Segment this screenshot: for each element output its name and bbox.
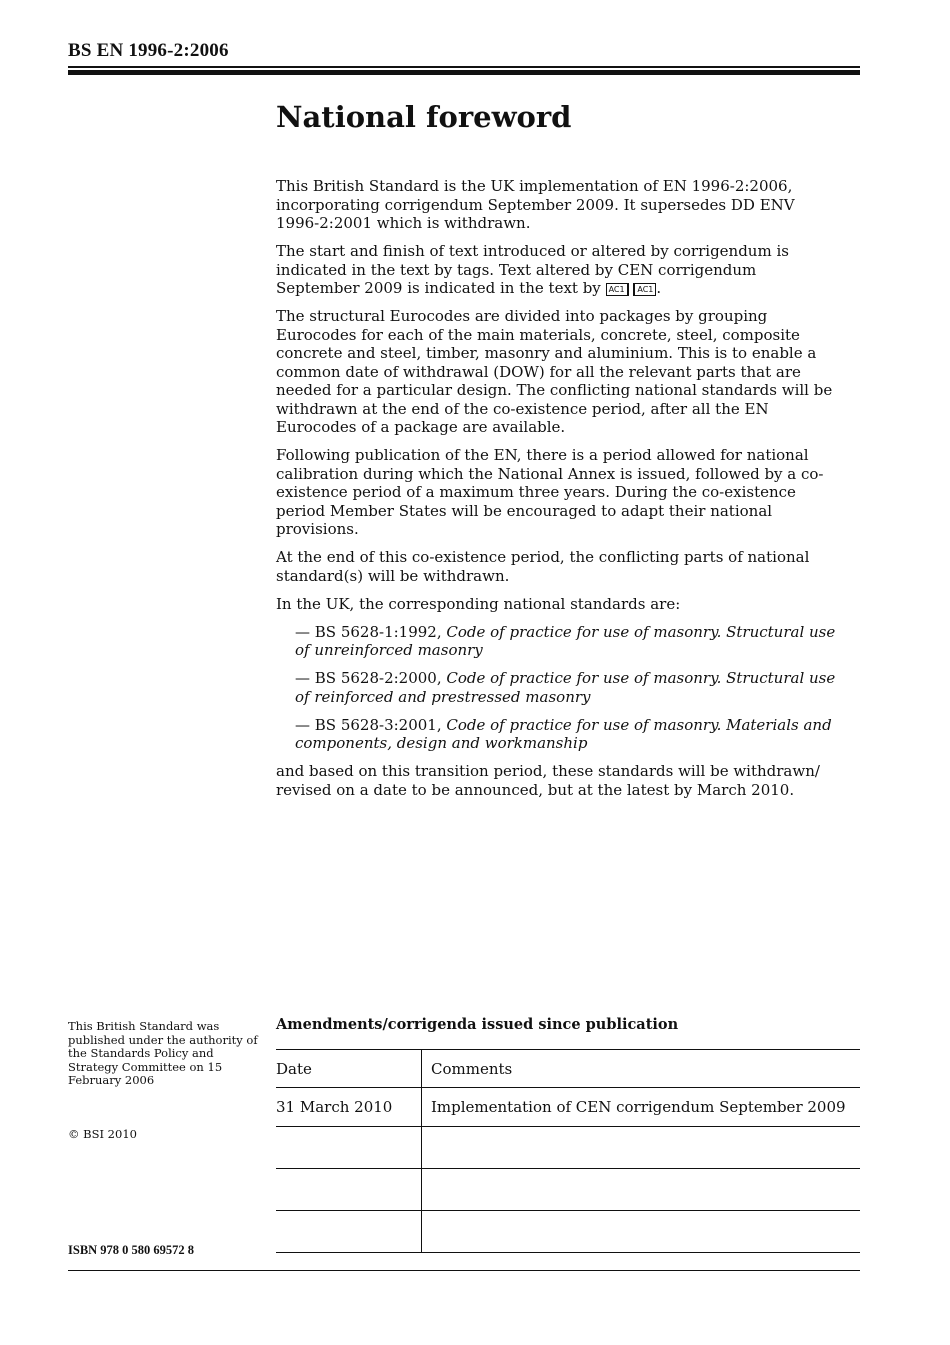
document-id: BS EN 1996-2:2006 [68, 40, 229, 61]
publication-note: This British Standard was published under the authority of the Standards Policy and Strategy Committee on 15 February 2006 [68, 1019, 258, 1087]
table-row [276, 1088, 860, 1127]
table-row [276, 1211, 860, 1253]
amendments-table [276, 1049, 860, 1253]
paragraph-corrigendum-text: The start and finish of text introduced or altered by corrigendum is indicated in the text by tags. Text altered by CEN corrigendum September 2009 is indicated in the text by [276, 242, 789, 297]
corrigendum-start-tag-icon: AC1 [606, 283, 629, 296]
standard-ref: — BS 5628-1:1992, [295, 622, 447, 641]
paragraph-national-calibration: Following publication of the EN, there is a period allowed for national calibration during which the National Annex is issued, followed by a co-existence period of a maximum three years. During the co-existence period Member States will be encouraged to adapt their national provisions. [276, 446, 824, 538]
standard-title: Code of practice for use of masonry. Materials and components, design and workmanship [295, 715, 832, 752]
column-header-comments: Comments [422, 1050, 861, 1088]
cell-comments [422, 1211, 861, 1253]
foreword-body [276, 177, 836, 809]
paragraph-uk-standards-intro: In the UK, the corresponding national standards are: [276, 594, 681, 613]
page-title: National foreword [276, 100, 572, 134]
standard-title: Code of practice for use of masonry. Structural use of unreinforced masonry [295, 622, 836, 659]
header-rule-thick [68, 70, 860, 75]
cell-comments [422, 1127, 861, 1169]
cell-date [276, 1169, 422, 1211]
table-row [276, 1169, 860, 1211]
paragraph-corrigendum-tags [276, 242, 836, 298]
standard-title: Code of practice for use of masonry. Structural use of reinforced and prestressed masonry [295, 669, 836, 706]
amendments-heading: Amendments/corrigenda issued since publication [276, 1016, 679, 1033]
isbn: ISBN 978 0 580 69572 8 [68, 1243, 195, 1257]
paragraph-transition: and based on this transition period, these standards will be withdrawn/ revised on a date to be announced, but at the latest by March 2010. [276, 762, 820, 799]
standard-ref: — BS 5628-3:2001, [295, 715, 447, 734]
list-item [295, 623, 836, 660]
cell-comments: Implementation of CEN corrigendum September 2009 [422, 1088, 861, 1127]
corrigendum-end-tag-icon: AC1 [633, 283, 656, 296]
list-item [295, 669, 836, 706]
copyright: © BSI 2010 [68, 1127, 137, 1141]
header-rule-thin [68, 66, 860, 68]
cell-date [276, 1127, 422, 1169]
table-row [276, 1127, 860, 1169]
paragraph-eurocode-packages: The structural Eurocodes are divided into packages by grouping Eurocodes for each of the main materials, concrete, steel, composite concrete and steel, timber, masonry and aluminium. This is to enable a common date of withdrawal (DOW) for all the relevant parts that are needed for a particular design. The conflicting national standards will be withdrawn at the end of the co-existence period, after all the EN Eurocodes of a package are available. [276, 307, 833, 436]
table-header-row [276, 1050, 860, 1088]
footer-rule [68, 1270, 860, 1271]
cell-date [276, 1211, 422, 1253]
paragraph-coexistence-end: At the end of this co-existence period, the conflicting parts of national standard(s) will be withdrawn. [276, 548, 810, 585]
cell-date: 31 March 2010 [276, 1088, 422, 1127]
paragraph-supersedes: This British Standard is the UK implementation of EN 1996-2:2006, incorporating corrigendum September 2009. It supersedes DD ENV 1996-2:2001 which is withdrawn. [276, 177, 795, 232]
column-header-date: Date [276, 1050, 422, 1088]
standard-ref: — BS 5628-2:2000, [295, 669, 447, 687]
paragraph-corrigendum-end: . [656, 279, 662, 297]
cell-comments [422, 1169, 861, 1211]
list-item [295, 716, 836, 753]
